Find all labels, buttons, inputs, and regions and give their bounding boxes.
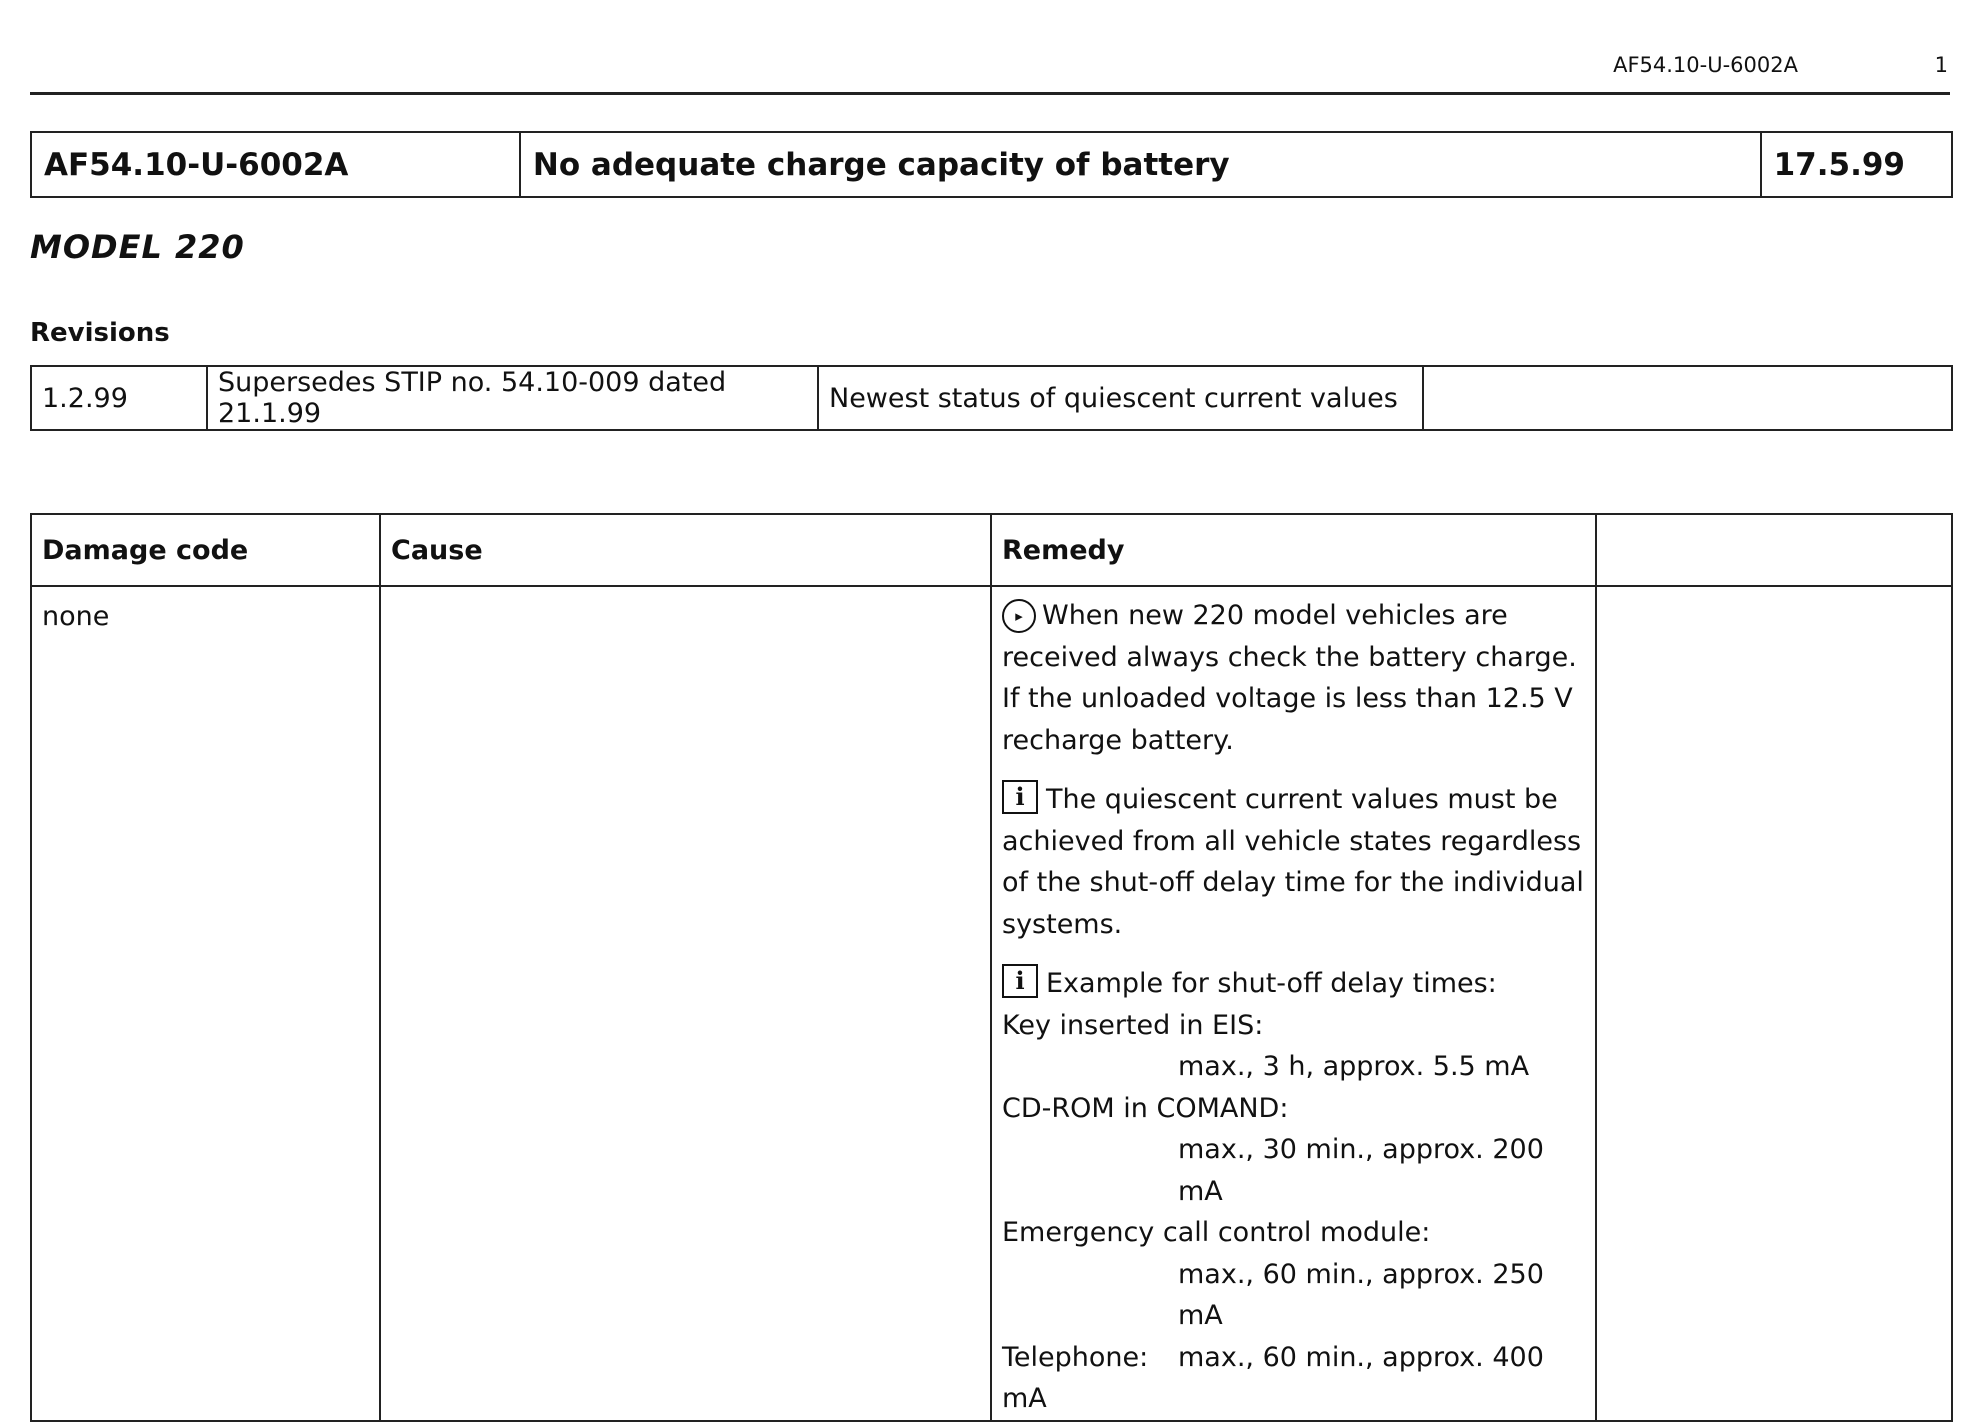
delay-value-cdrom: max., 30 min., approx. 200 mA xyxy=(1178,1134,1544,1207)
header-damage-code: Damage code xyxy=(31,514,380,586)
header-extra xyxy=(1596,514,1952,586)
remedy-text-2: The quiescent current values must be achieved from all vehicle states regardless of the shut-off delay time for the individual systems. xyxy=(1002,784,1584,940)
delay-value-emergency: max., 60 min., approx. 250 mA xyxy=(1178,1258,1544,1331)
delay-label-telephone: Telephone: xyxy=(1002,1341,1149,1373)
remedy-text-1: When new 220 model vehicles are received always check the battery charge. If the unloaded voltage is less than 12.5 V recharge battery. xyxy=(1002,600,1577,756)
extra-value xyxy=(1596,586,1952,1421)
model-title: MODEL 220 xyxy=(30,228,245,266)
circle-symbol-icon: ▸ xyxy=(1002,599,1036,633)
damage-table-header xyxy=(31,514,1952,586)
header-remedy: Remedy xyxy=(991,514,1596,586)
damage-table xyxy=(30,513,1953,1422)
header-document-code: AF54.10-U-6002A xyxy=(1613,53,1798,77)
damage-code-value: none xyxy=(31,586,380,1421)
remedy-paragraph-3 xyxy=(1002,963,1585,1420)
delay-label-cdrom: CD-ROM in COMAND: xyxy=(1002,1092,1289,1124)
title-date: 17.5.99 xyxy=(1761,132,1952,197)
title-table xyxy=(30,131,1953,198)
header-cause: Cause xyxy=(380,514,991,586)
delay-label-key: Key inserted in EIS: xyxy=(1002,1009,1264,1041)
delay-label-emergency: Emergency call control module: xyxy=(1002,1217,1431,1248)
remedy-paragraph-1 xyxy=(1002,595,1585,761)
title-text: No adequate charge capacity of battery xyxy=(520,132,1761,197)
revisions-table xyxy=(30,365,1953,431)
info-icon: i xyxy=(1002,964,1038,998)
revision-description: Supersedes STIP no. 54.10-009 dated 21.1.99 xyxy=(207,366,818,430)
page-header xyxy=(30,40,1950,95)
cause-value xyxy=(380,586,991,1421)
remedy-text-3-intro: Example for shut-off delay times: xyxy=(1046,968,1497,999)
revision-date: 1.2.99 xyxy=(31,366,207,430)
revision-row xyxy=(31,366,1952,430)
table-row xyxy=(31,586,1952,1421)
title-row xyxy=(31,132,1952,197)
page-number: 1 xyxy=(1934,53,1948,77)
info-icon: i xyxy=(1002,780,1038,814)
delay-value-telephone: max., 60 min., approx. 400 mA xyxy=(1002,1341,1544,1414)
title-code: AF54.10-U-6002A xyxy=(31,132,520,197)
revision-note: Newest status of quiescent current values xyxy=(818,366,1423,430)
delay-telephone-line xyxy=(1002,1337,1585,1420)
remedy-paragraph-2 xyxy=(1002,779,1585,945)
revision-extra xyxy=(1423,366,1952,430)
revisions-label: Revisions xyxy=(30,318,170,348)
remedy-cell xyxy=(991,586,1596,1421)
delay-value-key: max., 3 h, approx. 5.5 mA xyxy=(1178,1051,1530,1082)
